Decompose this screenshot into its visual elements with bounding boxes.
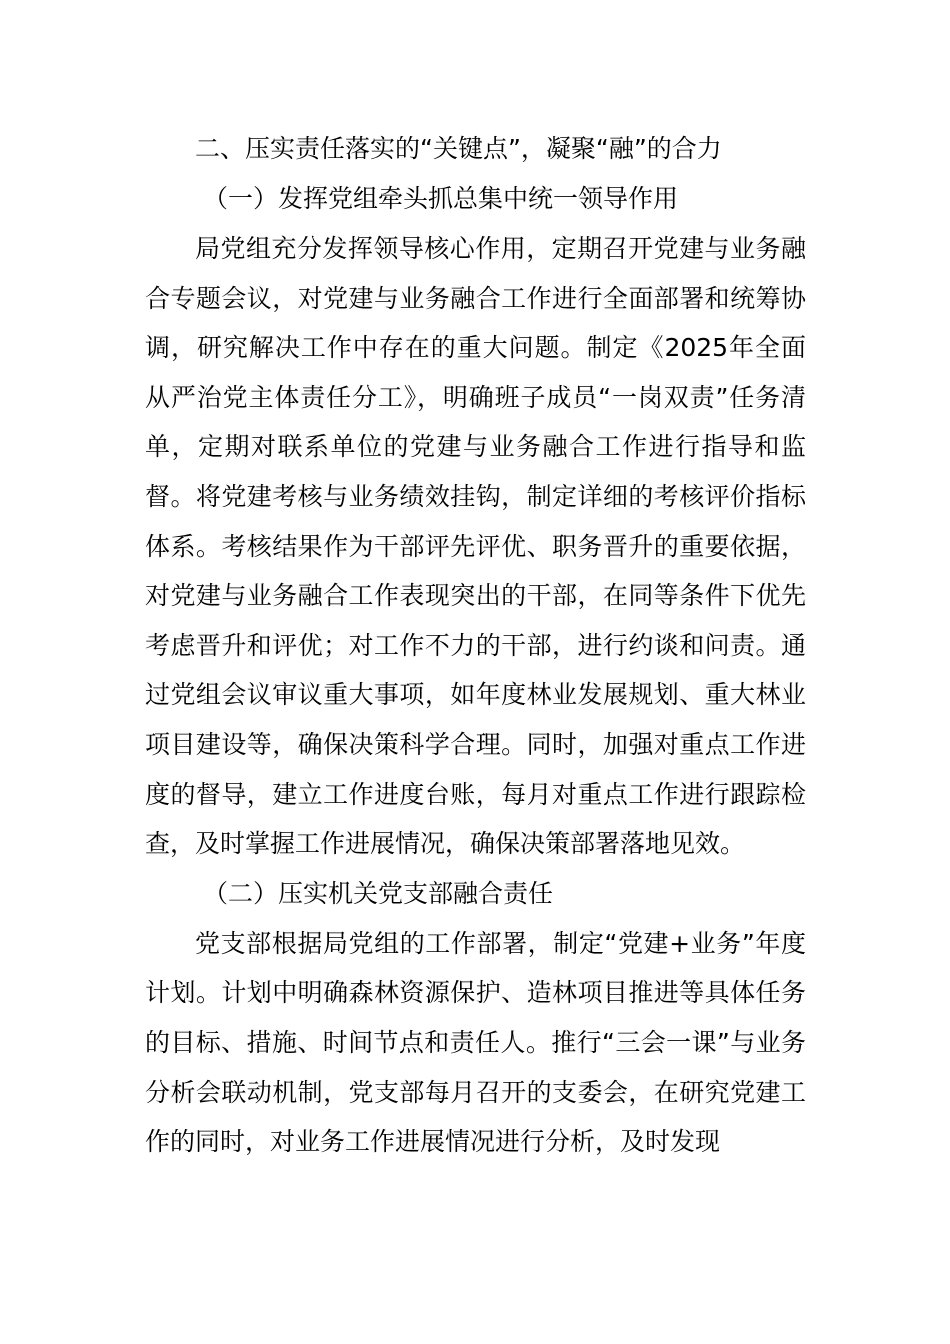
document-content: [145, 124, 806, 1167]
subsection-1-body: 局党组充分发挥领导核心作用，定期召开党建与业务融合专题会议，对党建与业务融合工作进行全面部署和统筹协调，研究解决工作中存在的重大问题。制定《2025年全面从严治党主体责任分工》，明确班子成员“一岗双责”任务清单，定期对联系单位的党建与业务融合工作进行指导和监督。将党建考核与业务绩效挂钩，制定详细的考核评价指标体系。考核结果作为干部评先评优、职务晋升的重要依据，对党建与业务融合工作表现突出的干部，在同等条件下优先考虑晋升和评优；对工作不力的干部，进行约谈和问责。通过党组会议审议重大事项，如年度林业发展规划、重大林业项目建设等，确保决策科学合理。同时，加强对重点工作进度的督导，建立工作进度台账，每月对重点工作进行跟踪检查，及时掌握工作进展情况，确保决策部署落地见效。: [145, 234, 806, 859]
subsection-2-body: 党支部根据局党组的工作部署，制定“党建+业务”年度计划。计划中明确森林资源保护、造林项目推进等具体任务的目标、措施、时间节点和责任人。推行“三会一课”与业务分析会联动机制，党支部每月召开的支委会，在研究党建工作的同时，对业务工作进展情况进行分析，及时发现: [145, 928, 806, 1157]
subsection-2-heading: （二）压实机关党支部融合责任: [203, 878, 554, 908]
section-heading: 二、压实责任落实的“关键点”，凝聚“融”的合力: [195, 134, 722, 163]
subsection-1-heading: （一）发挥党组牵头抓总集中统一领导作用: [203, 184, 679, 213]
